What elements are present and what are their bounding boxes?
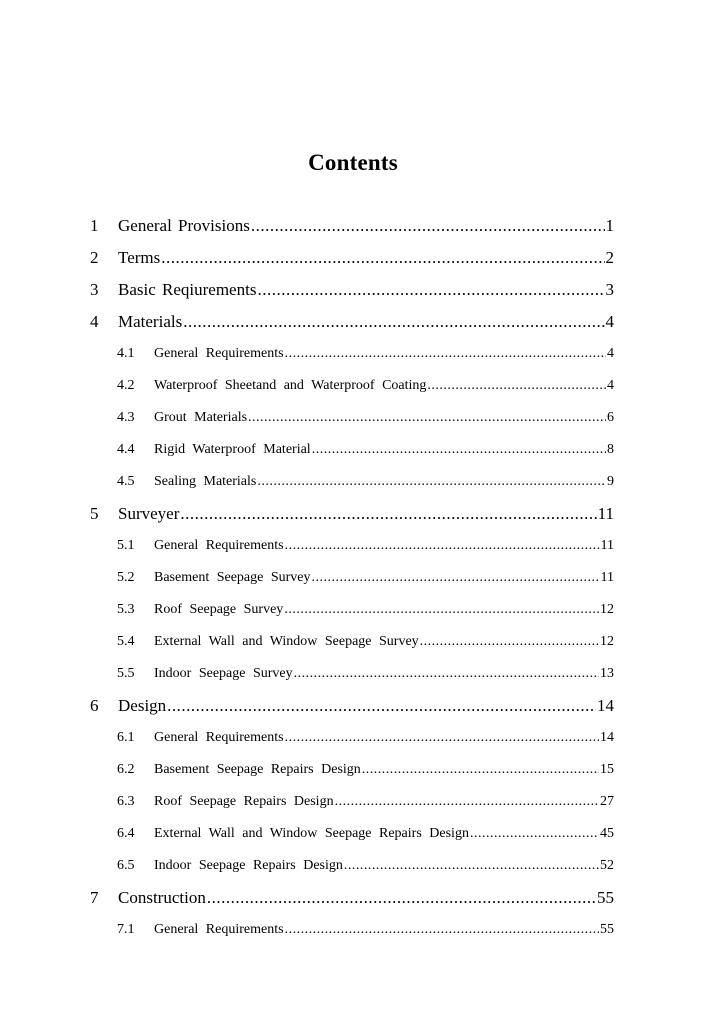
toc-entry-page-number: 45 xyxy=(600,826,614,841)
toc-entry-page-number: 3 xyxy=(605,280,614,299)
toc-chapter-entry xyxy=(90,242,614,274)
toc-entry-page-number: 52 xyxy=(600,858,614,873)
toc-entry-page-number: 1 xyxy=(605,216,614,235)
toc-entry-number: 6.5 xyxy=(117,858,135,873)
toc-section-entry xyxy=(90,434,614,466)
toc-entry-title: Sealing Materials xyxy=(154,474,257,489)
toc-entry-number: 5.1 xyxy=(117,538,135,553)
toc-section-entry xyxy=(90,818,614,850)
toc-entry-page-number: 14 xyxy=(597,696,614,715)
toc-leader-dots xyxy=(285,338,606,370)
toc-entry-title: Materials xyxy=(118,312,183,331)
toc-entry-title: External Wall and Window Seepage Survey xyxy=(154,634,419,649)
page-title: Contents xyxy=(308,150,398,175)
toc-leader-dots xyxy=(183,306,604,338)
toc-section-entry xyxy=(90,594,614,626)
toc-entry-page-number: 14 xyxy=(600,730,614,745)
toc-entry-number: 5.5 xyxy=(117,666,135,681)
toc-section-entry xyxy=(90,338,614,370)
toc-entry-number: 4.4 xyxy=(117,442,135,457)
toc-chapter-entry xyxy=(90,274,614,306)
toc-entry-number: 4.2 xyxy=(117,378,135,393)
toc-leader-dots xyxy=(285,914,599,946)
toc-leader-dots xyxy=(344,850,599,882)
toc-entry-page-number: 4 xyxy=(607,346,614,361)
toc-chapter-entry xyxy=(90,306,614,338)
toc-entry-title: Grout Materials xyxy=(154,410,248,425)
toc-entry-page-number: 27 xyxy=(600,794,614,809)
toc-entry-title: General Provisions xyxy=(118,216,250,235)
toc-leader-dots xyxy=(470,818,599,850)
toc-entry-title: General Requirements xyxy=(154,730,284,745)
toc-leader-dots xyxy=(207,882,596,914)
toc-entry-number: 7 xyxy=(90,888,99,907)
toc-entry-page-number: 12 xyxy=(600,634,614,649)
toc-chapter-entry xyxy=(90,882,614,914)
toc-entry-title: Roof Seepage Repairs Design xyxy=(154,794,334,809)
toc-entry-page-number: 13 xyxy=(600,666,614,681)
toc-leader-dots xyxy=(294,658,599,690)
toc-entry-page-number: 11 xyxy=(600,538,614,553)
toc-entry-title: External Wall and Window Seepage Repairs Design xyxy=(154,826,469,841)
toc-leader-dots xyxy=(167,690,596,722)
toc-entry-page-number: 11 xyxy=(597,504,614,523)
toc-entry-number: 4.1 xyxy=(117,346,135,361)
toc-section-entry xyxy=(90,754,614,786)
toc-entry-title: Basic Reqiurements xyxy=(118,280,257,299)
toc-entry-title: Basement Seepage Repairs Design xyxy=(154,762,361,777)
toc-entry-number: 1 xyxy=(90,216,99,235)
toc-entry-page-number: 8 xyxy=(607,442,614,457)
toc-leader-dots xyxy=(335,786,599,818)
toc-leader-dots xyxy=(180,498,596,530)
toc-leader-dots xyxy=(362,754,599,786)
toc-leader-dots xyxy=(251,210,605,242)
toc-entry-number: 5 xyxy=(90,504,99,523)
toc-entry-number: 5.2 xyxy=(117,570,135,585)
toc-chapter-entry xyxy=(90,498,614,530)
toc-entry-title: General Requirements xyxy=(154,346,284,361)
toc-entry-number: 4.3 xyxy=(117,410,135,425)
toc-entry-title: Indoor Seepage Survey xyxy=(154,666,293,681)
toc-leader-dots xyxy=(248,402,606,434)
toc-entry-title: Rigid Waterproof Material xyxy=(154,442,311,457)
toc-section-entry xyxy=(90,850,614,882)
toc-section-entry xyxy=(90,914,614,946)
toc-leader-dots xyxy=(420,626,599,658)
toc-leader-dots xyxy=(257,274,604,306)
toc-entry-page-number: 9 xyxy=(607,474,614,489)
toc-section-entry xyxy=(90,626,614,658)
toc-entry-number: 7.1 xyxy=(117,922,135,937)
toc-entry-title: Waterproof Sheetand and Waterproof Coating xyxy=(154,378,427,393)
toc-entry-page-number: 11 xyxy=(600,570,614,585)
toc-leader-dots xyxy=(312,434,606,466)
toc-entry-page-number: 12 xyxy=(600,602,614,617)
toc-entry-title: Surveyer xyxy=(118,504,180,523)
toc-entry-page-number: 55 xyxy=(597,888,614,907)
toc-entry-title: Terms xyxy=(118,248,161,267)
toc-section-entry xyxy=(90,786,614,818)
toc-section-entry xyxy=(90,722,614,754)
toc-entry-page-number: 4 xyxy=(605,312,614,331)
toc-entry-number: 6.2 xyxy=(117,762,135,777)
toc-entry-title: General Requirements xyxy=(154,922,284,937)
toc-entry-title: Roof Seepage Survey xyxy=(154,602,284,617)
table-of-contents xyxy=(90,210,614,946)
toc-entry-page-number: 6 xyxy=(607,410,614,425)
toc-entry-page-number: 15 xyxy=(600,762,614,777)
toc-chapter-entry xyxy=(90,210,614,242)
toc-entry-page-number: 2 xyxy=(605,248,614,267)
toc-entry-page-number: 4 xyxy=(607,378,614,393)
toc-entry-number: 3 xyxy=(90,280,99,299)
toc-entry-number: 2 xyxy=(90,248,99,267)
toc-entry-title: General Requirements xyxy=(154,538,284,553)
toc-entry-number: 5.3 xyxy=(117,602,135,617)
toc-entry-title: Basement Seepage Survey xyxy=(154,570,311,585)
toc-leader-dots xyxy=(284,594,599,626)
toc-entry-title: Indoor Seepage Repairs Design xyxy=(154,858,343,873)
toc-section-entry xyxy=(90,466,614,498)
toc-entry-number: 4.5 xyxy=(117,474,135,489)
toc-chapter-entry xyxy=(90,690,614,722)
toc-entry-title: Design xyxy=(118,696,167,715)
toc-leader-dots xyxy=(257,466,606,498)
toc-section-entry xyxy=(90,402,614,434)
toc-section-entry xyxy=(90,562,614,594)
toc-leader-dots xyxy=(161,242,604,274)
toc-entry-number: 4 xyxy=(90,312,99,331)
toc-entry-title: Construction xyxy=(118,888,206,907)
toc-entry-number: 5.4 xyxy=(117,634,135,649)
toc-entry-number: 6.4 xyxy=(117,826,135,841)
toc-entry-number: 6.3 xyxy=(117,794,135,809)
toc-leader-dots xyxy=(427,370,606,402)
toc-leader-dots xyxy=(285,530,600,562)
toc-leader-dots xyxy=(312,562,600,594)
toc-section-entry xyxy=(90,658,614,690)
toc-entry-number: 6 xyxy=(90,696,99,715)
toc-entry-number: 6.1 xyxy=(117,730,135,745)
toc-entry-page-number: 55 xyxy=(600,922,614,937)
toc-section-entry xyxy=(90,370,614,402)
toc-leader-dots xyxy=(285,722,599,754)
toc-section-entry xyxy=(90,530,614,562)
